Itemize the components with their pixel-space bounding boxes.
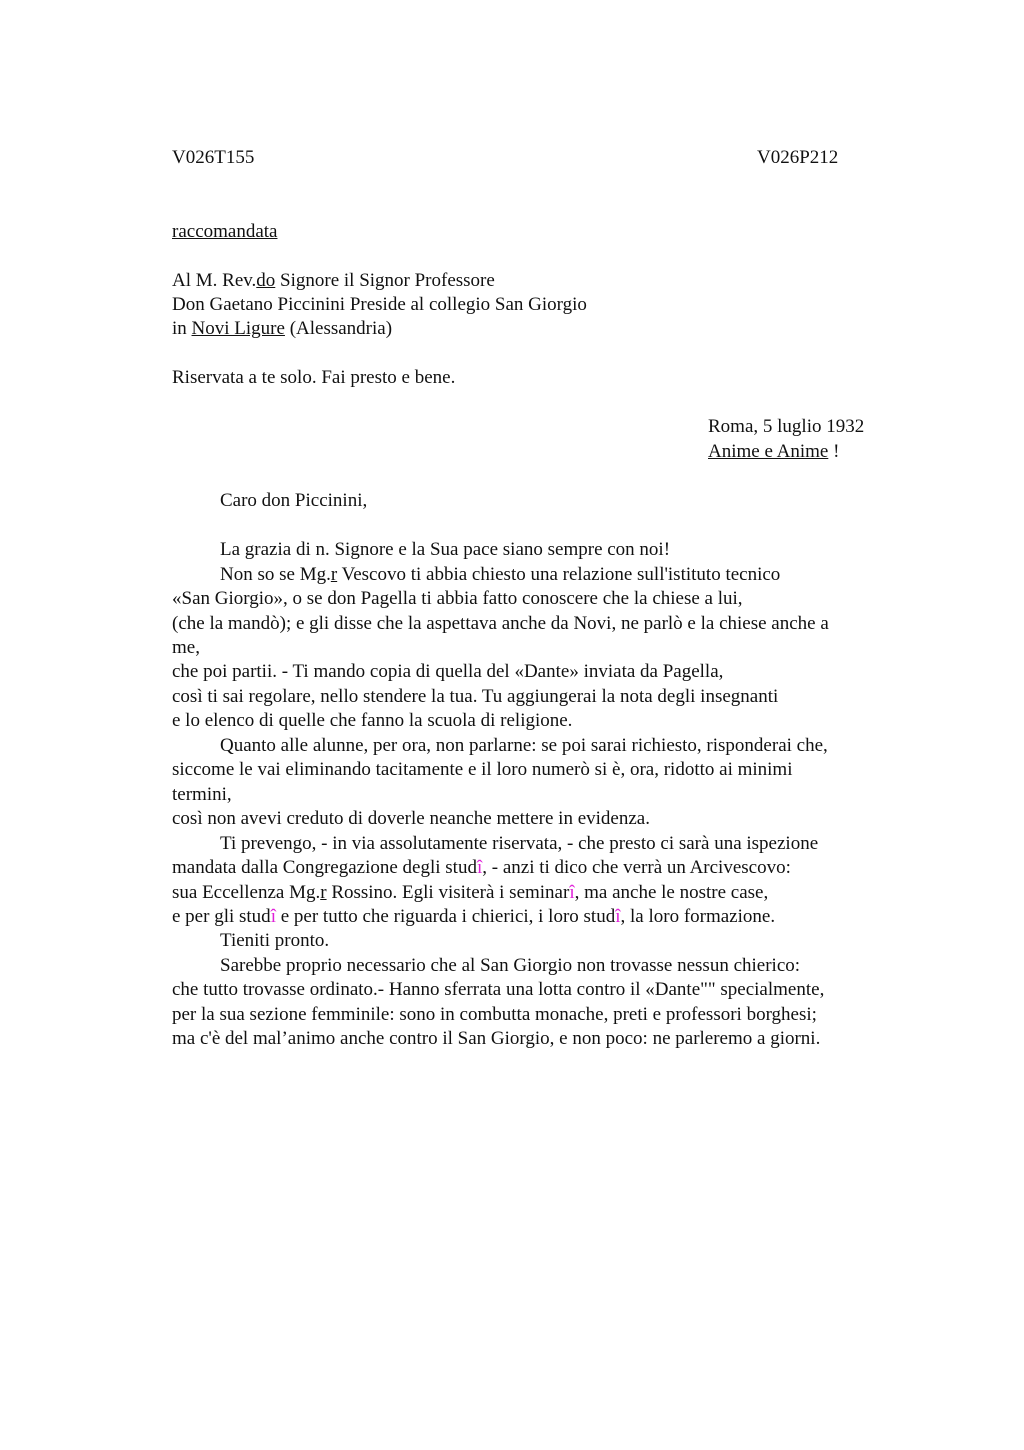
salutation: Caro don Piccinini, bbox=[220, 490, 368, 511]
body-line: (che la mandò); e gli disse che la aspettava anche da Novi, ne parlò e la chiese anche a bbox=[172, 613, 829, 634]
body-line: me, bbox=[172, 637, 200, 658]
motto: Anime e Anime ! bbox=[708, 441, 840, 462]
body-line: per la sua sezione femminile: sono in combutta monache, preti e professori borghesi; bbox=[172, 1004, 817, 1025]
body-line: e per gli studî e per tutto che riguarda i chierici, i loro studî, la loro formazione. bbox=[172, 906, 776, 927]
body-line: così ti sai regolare, nello stendere la tua. Tu aggiungerai la nota degli insegnanti bbox=[172, 686, 779, 707]
body-line: e lo elenco di quelle che fanno la scuola di religione. bbox=[172, 710, 573, 731]
body-line: Sarebbe proprio necessario che al San Giorgio non trovasse nessun chierico: bbox=[220, 955, 801, 976]
body-line: così non avevi creduto di doverle neanche mettere in evidenza. bbox=[172, 808, 650, 829]
place-date: Roma, 5 luglio 1932 bbox=[708, 416, 865, 437]
address-line-1: Al M. Rev.do Signore il Signor Professore bbox=[172, 270, 495, 291]
body-line: ma c'è del mal’animo anche contro il San Giorgio, e non poco: ne parleremo a giorni. bbox=[172, 1028, 821, 1049]
reserved-note: Riservata a te solo. Fai presto e bene. bbox=[172, 367, 456, 388]
address-line-3: in Novi Ligure (Alessandria) bbox=[172, 318, 393, 339]
body-line: mandata dalla Congregazione degli studî, - anzi ti dico che verrà un Arcivescovo: bbox=[172, 857, 791, 878]
body-line: Tieniti pronto. bbox=[220, 930, 330, 951]
address-line-2: Don Gaetano Piccinini Preside al collegio San Giorgio bbox=[172, 294, 587, 315]
body-line: La grazia di n. Signore e la Sua pace siano sempre con noi! bbox=[220, 539, 671, 560]
body-line: Ti prevengo, - in via assolutamente riservata, - che presto ci sarà una ispezione bbox=[220, 833, 819, 854]
body-line: «San Giorgio», o se don Pagella ti abbia fatto conoscere che la chiese a lui, bbox=[172, 588, 743, 609]
registered-notice: raccomandata bbox=[172, 221, 278, 242]
document-code-left: V026T155 bbox=[172, 147, 255, 168]
body-line: Quanto alle alunne, per ora, non parlarne: se poi sarai richiesto, risponderai che, bbox=[220, 735, 828, 756]
body-line: sua Eccellenza Mg.r Rossino. Egli visiterà i seminarî, ma anche le nostre case, bbox=[172, 882, 769, 903]
body-line: che poi partii. - Ti mando copia di quella del «Dante» inviata da Pagella, bbox=[172, 661, 724, 682]
body-line: che tutto trovasse ordinato.- Hanno sferrata una lotta contro il «Dante"" specialmente, bbox=[172, 979, 825, 1000]
body-line: siccome le vai eliminando tacitamente e il loro numerò si è, ora, ridotto ai minimi bbox=[172, 759, 793, 780]
document-code-right: V026P212 bbox=[757, 147, 839, 168]
body-line: termini, bbox=[172, 784, 232, 805]
body-line: Non so se Mg.r Vescovo ti abbia chiesto una relazione sull'istituto tecnico bbox=[220, 564, 781, 585]
